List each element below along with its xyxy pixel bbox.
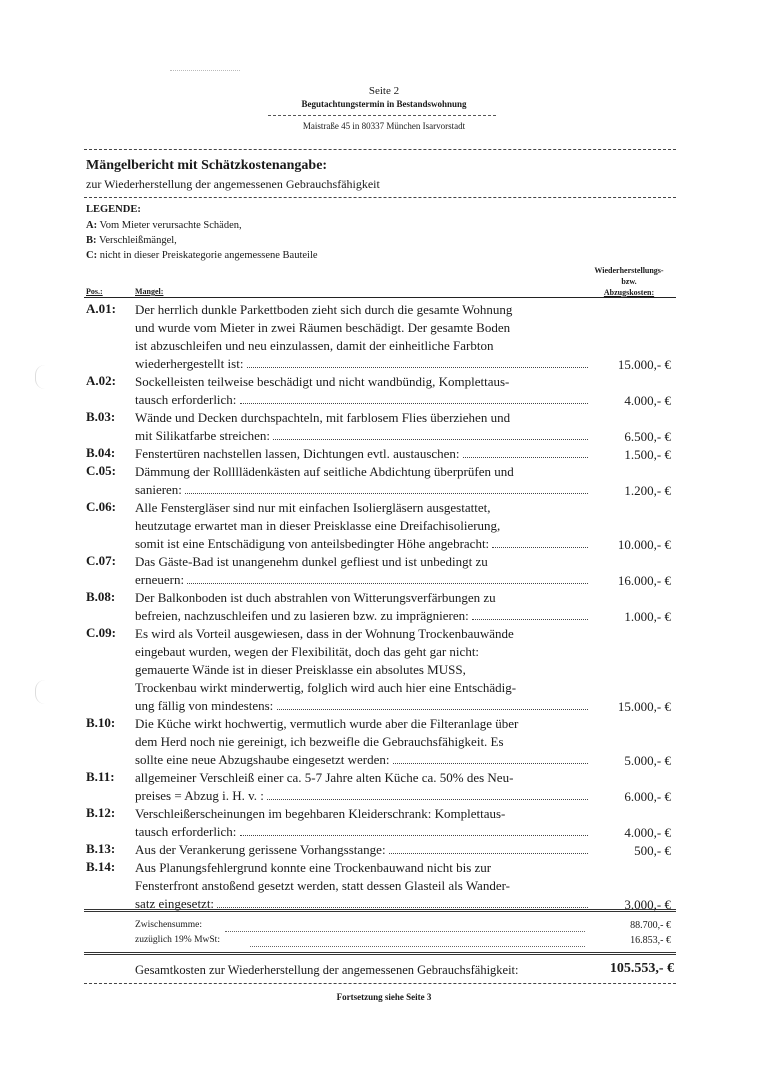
vat-label: zuzüglich 19% MwSt: [135, 935, 220, 945]
total-label: Gesamtkosten zur Wiederherstellung der angemessenen Gebrauchsfähigkeit: [135, 963, 519, 977]
item-position: B.08: [86, 589, 116, 604]
item-description-text: preises = Abzug i. H. v. : [135, 788, 264, 803]
divider [84, 983, 676, 984]
item-description-line: Die Küche wirkt hochwertig, vermutlich wurde aber die Filteranlage über [135, 716, 519, 731]
item-description-line: Der herrlich dunkle Parkettboden zieht sich durch die gesamte Wohnung [135, 302, 513, 317]
item-description-line [135, 535, 593, 553]
leader-dots [240, 393, 589, 404]
item-description-line [135, 445, 593, 463]
divider [84, 909, 676, 912]
item-description [135, 499, 593, 553]
pos-column-header: Pos.: [86, 287, 103, 296]
item-description-text: sollte eine neue Abzugshaube eingesetzt werden: [135, 752, 390, 767]
item-description [135, 769, 593, 805]
item-description [135, 463, 593, 499]
item-description-text: befreien, nachzuschleifen und zu lasieren bzw. zu imprägnieren: [135, 608, 469, 623]
divider [84, 297, 676, 298]
total-value: 105.553,- € [609, 961, 674, 976]
item-description-line: Sockelleisten teilweise beschädigt und nicht wandbündig, Komplettaus- [135, 374, 510, 389]
item-description-line: Wände und Decken durchspachteln, mit farblosem Flies überziehen und [135, 410, 511, 425]
header-subtitle: Begutachtungstermin in Bestandswohnung [301, 99, 467, 109]
item-description-line: Trockenbau wirkt minderwertig, folglich wird auch hier eine Entschädig- [135, 680, 517, 695]
item-description [135, 553, 593, 589]
item-amount: 1.200,- € [624, 483, 671, 498]
punch-hole-mark [35, 365, 46, 389]
leader-dots [277, 699, 589, 710]
item-amount: 4.000,- € [624, 825, 671, 840]
item-amount: 15.000,- € [617, 357, 671, 372]
report-title: Mängelbericht mit Schätzkostenangabe: [86, 158, 328, 173]
leader-dots [247, 357, 589, 368]
item-description-line: Fensterfront anstoßend gesetzt werden, statt dessen Glasteil als Wander- [135, 878, 510, 893]
item-amount: 10.000,- € [617, 537, 671, 552]
item-description-text: sanieren: [135, 482, 182, 497]
item-description-line: Aus Planungsfehlergrund konnte eine Trockenbauwand nicht bis zur [135, 860, 492, 875]
leader-dots [240, 825, 589, 836]
item-position: C.07: [86, 553, 116, 568]
item-description-line [135, 391, 593, 409]
item-description [135, 715, 593, 769]
item-amount: 6.000,- € [624, 789, 671, 804]
leader-dots [187, 573, 588, 584]
divider [84, 952, 676, 955]
leader-dots [492, 537, 588, 548]
item-position: B.04: [86, 445, 116, 460]
item-description [135, 301, 593, 373]
item-description-text: Fenstertüren nachstellen lassen, Dichtungen evtl. austauschen: [135, 446, 460, 461]
item-description-text: wiederhergestellt ist: [135, 356, 244, 371]
item-description-line [135, 787, 593, 805]
item-amount: 15.000,- € [617, 699, 671, 714]
item-description [135, 625, 593, 715]
item-amount: 1.500,- € [624, 447, 671, 462]
item-description-line: Der Balkonboden ist duch abstrahlen von Witterungsverfärbungen zu [135, 590, 496, 605]
leader-dots [267, 789, 588, 800]
item-amount: 1.000,- € [624, 609, 671, 624]
vat-dots [250, 946, 585, 947]
divider [84, 149, 676, 150]
item-description-line: eingebaut wurden, wegen der Flexibilität, doch das geht gar nicht: [135, 644, 480, 659]
item-description-text: ung fällig von mindestens: [135, 698, 274, 713]
scan-smudge [170, 70, 240, 77]
item-description-text: mit Silikatfarbe streichen: [135, 428, 271, 443]
item-description [135, 841, 593, 859]
item-description-text: erneuern: [135, 572, 185, 587]
subtotal-value: 88.700,- € [630, 920, 671, 931]
item-amount: 4.000,- € [624, 393, 671, 408]
item-position: B.11: [86, 769, 115, 784]
divider [84, 197, 676, 198]
item-description [135, 859, 593, 913]
item-position: B.14: [86, 859, 116, 874]
item-description-text: Aus der Verankerung gerissene Vorhangsstange: [135, 842, 386, 857]
item-position: B.10: [86, 715, 116, 730]
item-description-text: satz eingesetzt: [135, 896, 215, 911]
item-description-line [135, 751, 593, 769]
item-description-line: Dämmung der Rollllädenkästen auf seitliche Abdichtung überprüfen und [135, 464, 514, 479]
item-description-line [135, 427, 593, 445]
cost-column-header: Wiederherstellungs- bzw. Abzugskosten: [594, 266, 664, 297]
subtotal-dots [225, 931, 585, 932]
item-description-text: tausch erforderlich: [135, 392, 237, 407]
item-description-line [135, 697, 593, 715]
item-description [135, 805, 593, 841]
continuation-note: Fortsetzung siehe Seite 3 [336, 992, 432, 1002]
item-position: A.02: [86, 373, 116, 388]
header-address: Maistraße 45 in 80337 München Isarvorstadt [302, 121, 466, 131]
item-description-line: heutzutage erwartet man in dieser Preisklasse eine Dreifachisolierung, [135, 518, 501, 533]
legend-item: A: Vom Mieter verursachte Schäden, [86, 220, 242, 231]
report-subtitle: zur Wiederherstellung der angemessenen Gebrauchsfähigkeit [86, 177, 380, 191]
page-number: Seite 2 [368, 85, 400, 97]
item-position: C.06: [86, 499, 116, 514]
leader-dots [217, 897, 588, 908]
item-position: B.12: [86, 805, 116, 820]
item-description-line: Verschleißerscheinungen im begehbaren Kleiderschrank: Komplettaus- [135, 806, 506, 821]
leader-dots [393, 753, 589, 764]
item-description-line [135, 607, 593, 625]
item-amount: 3.000,- € [624, 897, 671, 912]
mangel-column-header: Mangel: [135, 287, 164, 296]
leader-dots [185, 483, 588, 494]
item-amount: 500,- € [634, 843, 671, 858]
item-position: C.05: [86, 463, 116, 478]
leader-dots [389, 843, 588, 854]
item-description-text: tausch erforderlich: [135, 824, 237, 839]
item-description-line [135, 823, 593, 841]
item-description [135, 589, 593, 625]
item-description [135, 409, 593, 445]
item-description-line: dem Herd noch nie gereinigt, ich bezweifle die Gebrauchsfähigkeit. Es [135, 734, 504, 749]
item-description-text: somit ist eine Entschädigung von anteilsbedingter Höhe angebracht: [135, 536, 490, 551]
subtotal-label: Zwischensumme: [135, 920, 203, 930]
punch-hole-mark [35, 680, 46, 704]
item-description-line [135, 841, 593, 859]
item-description-line [135, 481, 593, 499]
legend-item: C: nicht in dieser Preiskategorie angemessene Bauteile [86, 250, 318, 261]
item-position: B.13: [86, 841, 116, 856]
item-description-line: gemauerte Wände ist in dieser Preisklasse ein absolutes MUSS, [135, 662, 466, 677]
leader-dots [472, 609, 588, 620]
vat-value: 16.853,- € [630, 935, 671, 946]
item-amount: 16.000,- € [617, 573, 671, 588]
item-description-line: Alle Fenstergläser sind nur mit einfachen Isoliergläsern ausgestattet, [135, 500, 491, 515]
item-position: A.01: [86, 301, 116, 316]
item-description [135, 373, 593, 409]
item-description [135, 445, 593, 463]
item-description-line: und wurde vom Mieter in zwei Räumen beschädigt. Der gesamte Boden [135, 320, 511, 335]
item-description-line: Das Gäste-Bad ist unangenehm dunkel gefliest und ist unbedingt zu [135, 554, 488, 569]
leader-dots [273, 429, 588, 440]
item-position: C.09: [86, 625, 116, 640]
item-amount: 6.500,- € [624, 429, 671, 444]
item-description-line: ist abzuschleifen und neu einzulassen, damit der einheitliche Farbton [135, 338, 494, 353]
item-description-line [135, 571, 593, 589]
item-amount: 5.000,- € [624, 753, 671, 768]
leader-dots [463, 447, 588, 458]
item-description-line: allgemeiner Verschleiß einer ca. 5-7 Jahre alten Küche ca. 50% des Neu- [135, 770, 514, 785]
header-divider [268, 115, 496, 116]
legend-heading: LEGENDE: [86, 204, 141, 215]
legend-item: B: Verschleißmängel, [86, 235, 177, 246]
item-description-line [135, 355, 593, 373]
item-description-line: Es wird als Vorteil ausgewiesen, dass in der Wohnung Trockenbauwände [135, 626, 514, 641]
item-position: B.03: [86, 409, 116, 424]
